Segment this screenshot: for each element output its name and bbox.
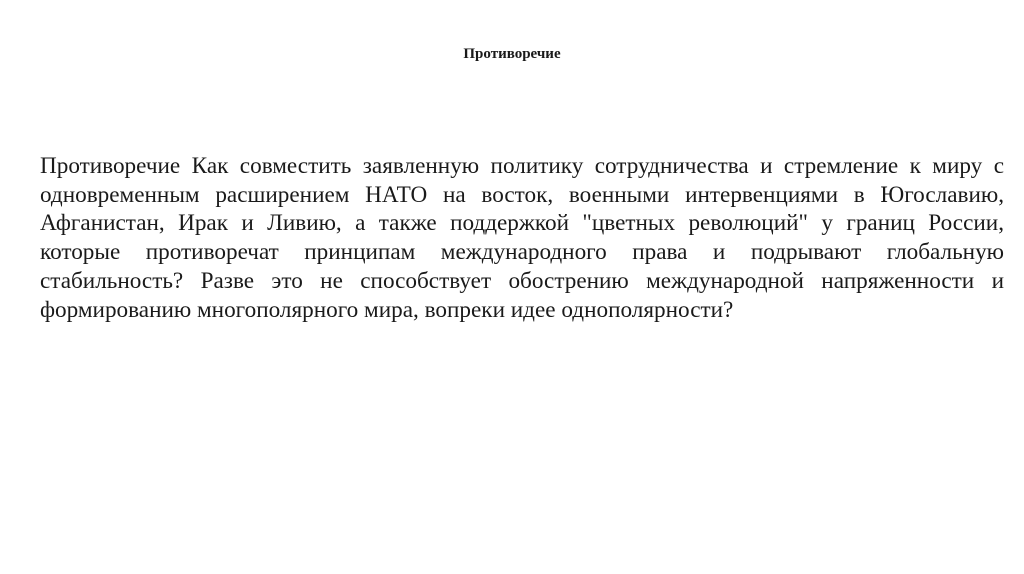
slide-body-text: Противоречие Как совместить заявленную политику сотрудничества и стремление к миру с одновременным расширением НАТО на восток, военными интервенциями в Югославию, Афганистан, Ирак и Ливию, а также поддержкой "цветных революций" у границ России, которые противоречат принципам международного права и подрывают глобальную стабильность? Разве это не способствует обострению международной напряженности и формированию многополярного мира, вопреки идее однополярности? — [40, 153, 1004, 323]
slide-title: Противоречие — [463, 46, 561, 62]
